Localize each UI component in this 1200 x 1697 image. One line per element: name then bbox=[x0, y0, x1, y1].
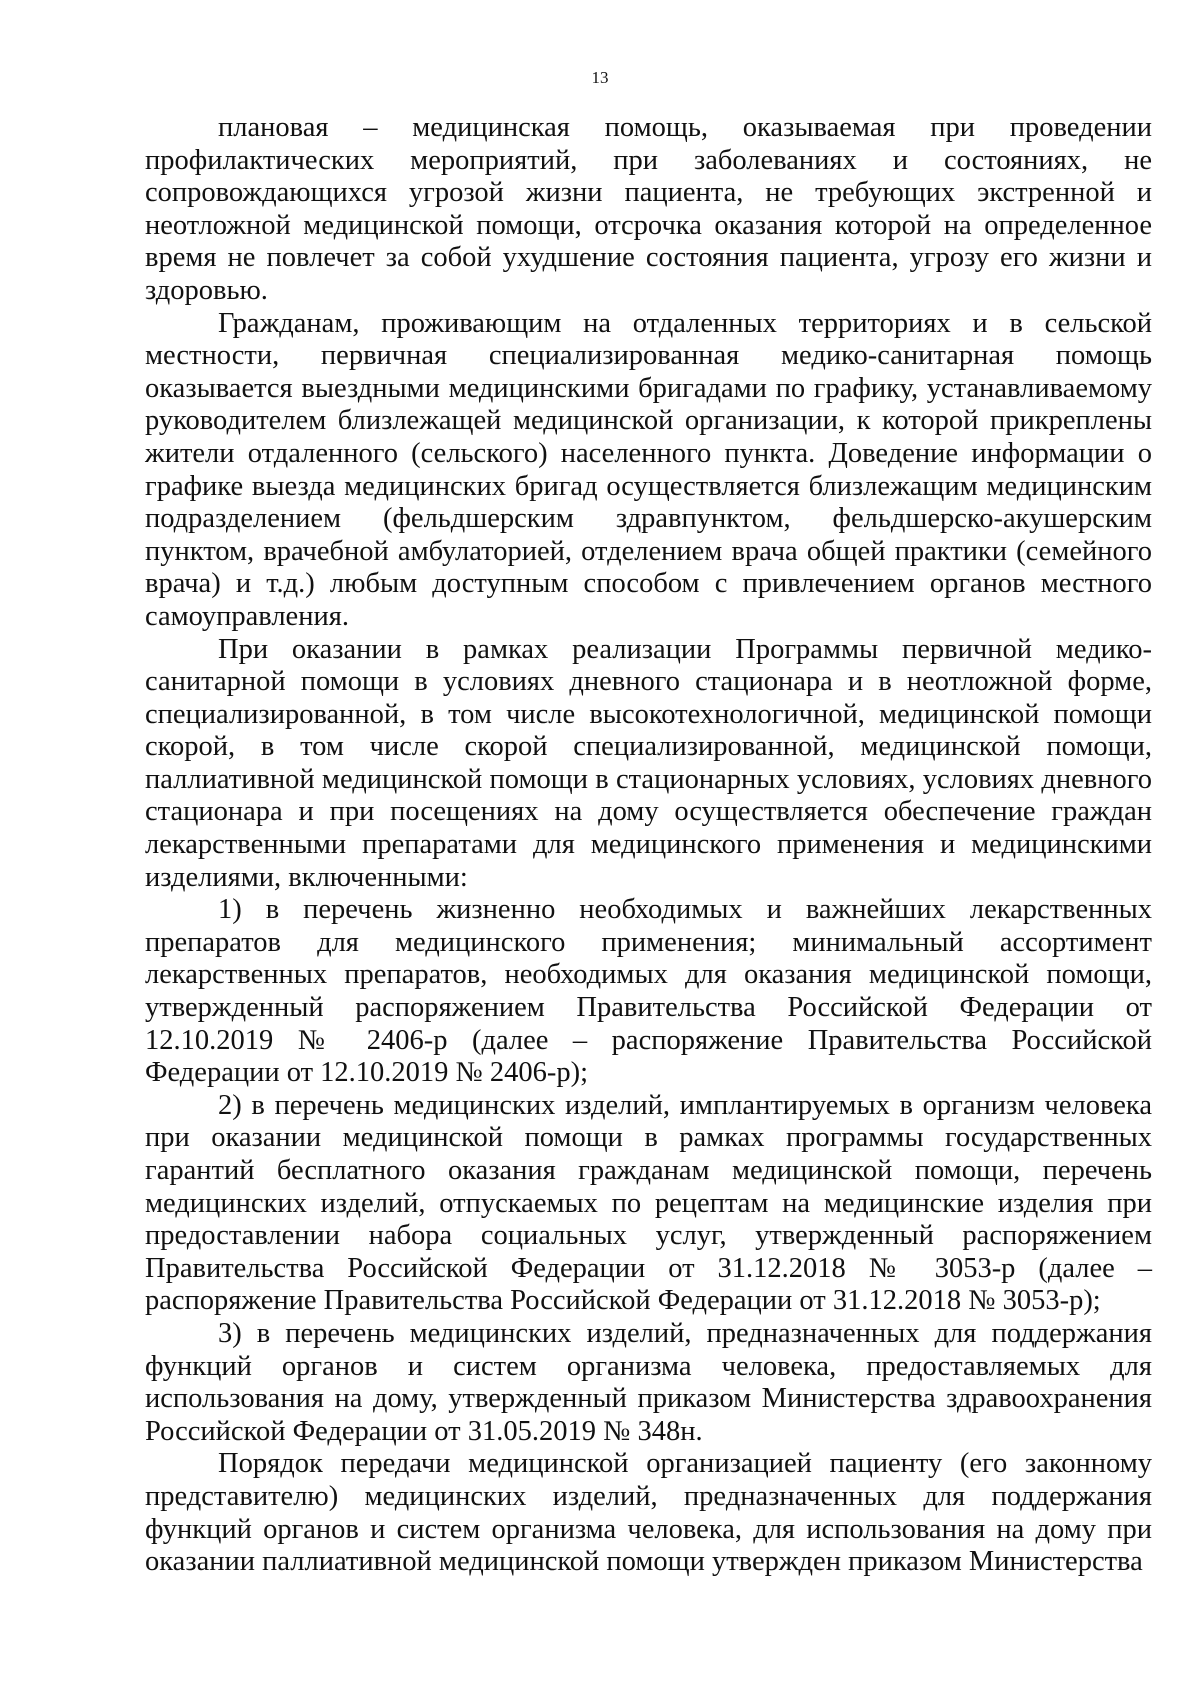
list-item-1: 1) в перечень жизненно необходимых и важнейших лекарственных препаратов для медицинского применения; минимальный ассортимент лекарственных препаратов, необходимых для оказания медицинской помощи, утвержденный распоряжением Правительства Российской Федерации от 12.10.2019 № 2406-р (далее – распоряжение Правительства Российской Федерации от 12.10.2019 № 2406-р); bbox=[145, 894, 1152, 1089]
page-number: 13 bbox=[591, 68, 609, 87]
paragraph-remote-territories: Гражданам, проживающим на отдаленных территориях и в сельской местности, первичная специализированная медико-санитарная помощь оказывается выездными медицинскими бригадами по графику, устанавливаемому руководителем близлежащей медицинской организации, к которой прикреплены жители отдаленного (сельского) населенного пункта. Доведение информации о графике выезда медицинских бригад осуществляется близлежащим медицинским подразделением (фельдшерским здравпунктом, фельдшерско-акушерским пунктом, врачебной амбулаторией, отделением врача общей практики (семейного врача) и т.д.) любым доступным способом с привлечением органов местного самоуправления. bbox=[145, 307, 1152, 632]
paragraph-transfer-procedure: Порядок передачи медицинской организацией пациенту (его законному представителю) медицинских изделий, предназначенных для поддержания функций органов и систем организма человека, для использования на дому при оказании паллиативной медицинской помощи утвержден приказом Министерства bbox=[145, 1448, 1152, 1578]
list-item-3: 3) в перечень медицинских изделий, предназначенных для поддержания функций органов и систем организма человека, предоставляемых для использования на дому, утвержденный приказом Министерства здравоохранения Российской Федерации от 31.05.2019 № 348н. bbox=[145, 1317, 1152, 1447]
list-item-2: 2) в перечень медицинских изделий, имплантируемых в организм человека при оказании медицинской помощи в рамках программы государственных гарантий бесплатного оказания гражданам медицинской помощи, перечень медицинских изделий, отпускаемых по рецептам на медицинские изделия при предоставлении набора социальных услуг, утвержденный распоряжением Правительства Российской Федерации от 31.12.2018 № 3053-р (далее – распоряжение Правительства Российской Федерации от 31.12.2018 № 3053-р); bbox=[145, 1089, 1152, 1317]
paragraph-drug-provision: При оказании в рамках реализации Программы первичной медико-санитарной помощи в условиях дневного стационара и в неотложной форме, специализированной, в том числе высокотехнологичной, медицинской помощи скорой, в том числе скорой специализированной, медицинской помощи, паллиативной медицинской помощи в стационарных условиях, условиях дневного стационара и при посещениях на дому осуществляется обеспечение граждан лекарственными препаратами для медицинского применения и медицинскими изделиями, включенными: bbox=[145, 633, 1152, 893]
paragraph-planned-care-definition: плановая – медицинская помощь, оказываемая при проведении профилактических мероприятий, при заболеваниях и состояниях, не сопровождающихся угрозой жизни пациента, не требующих экстренной и неотложной медицинской помощи, отсрочка оказания которой на определенное время не повлечет за собой ухудшение состояния пациента, угрозу его жизни и здоровью. bbox=[145, 112, 1152, 306]
document-body bbox=[145, 112, 1152, 1579]
